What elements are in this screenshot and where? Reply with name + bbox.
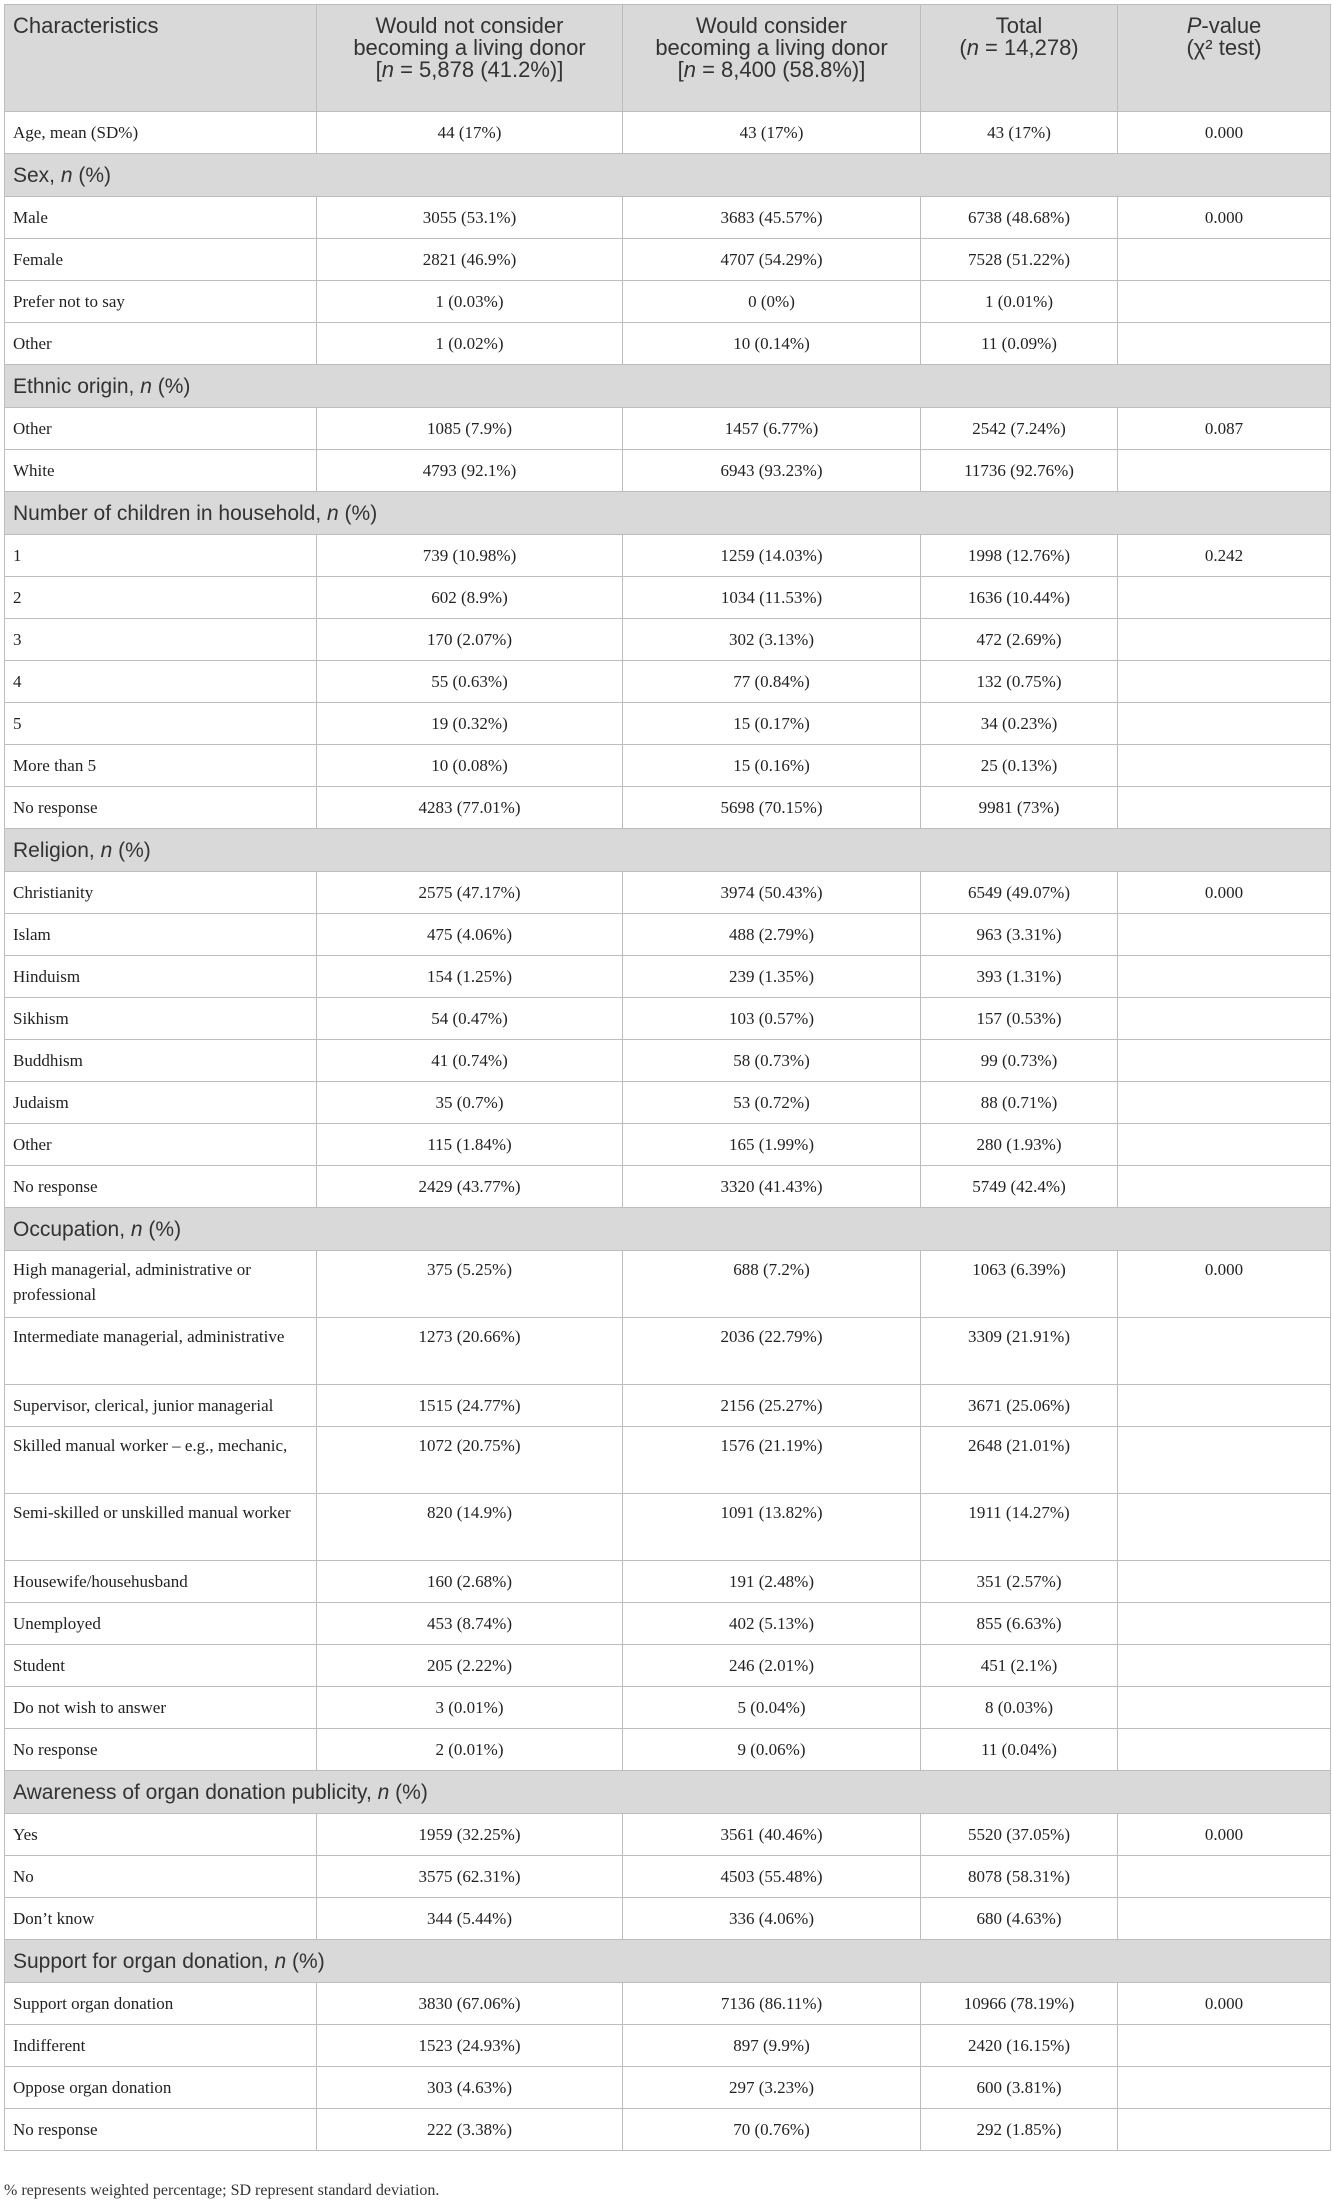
total-cell: 351 (2.57%) (921, 1561, 1118, 1603)
table-row (5, 2025, 1331, 2067)
would-not-consider-cell: 2 (0.01%) (317, 1729, 623, 1771)
section-header-row (5, 1771, 1331, 1814)
header-line: becoming a living donor (353, 35, 586, 60)
would-not-consider-cell: 154 (1.25%) (317, 956, 623, 998)
p-value-cell: 0.000 (1118, 872, 1331, 914)
would-consider-cell: 2156 (25.27%) (623, 1385, 921, 1427)
table-row (5, 281, 1331, 323)
would-not-consider-cell: 2575 (47.17%) (317, 872, 623, 914)
row-label: Age, mean (SD%) (5, 112, 317, 154)
row-label: Intermediate managerial, administrative (5, 1318, 317, 1385)
total-cell: 600 (3.81%) (921, 2067, 1118, 2109)
table-row (5, 1385, 1331, 1427)
table-row (5, 408, 1331, 450)
would-consider-cell: 165 (1.99%) (623, 1124, 921, 1166)
would-consider-cell: 4503 (55.48%) (623, 1856, 921, 1898)
table-row (5, 1898, 1331, 1940)
would-consider-cell: 103 (0.57%) (623, 998, 921, 1040)
would-consider-cell: 5 (0.04%) (623, 1687, 921, 1729)
row-label: Female (5, 239, 317, 281)
row-label: 2 (5, 577, 317, 619)
table-row (5, 914, 1331, 956)
p-value-cell (1118, 1856, 1331, 1898)
table-row (5, 956, 1331, 998)
characteristics-table (4, 4, 1331, 2151)
table-row (5, 872, 1331, 914)
would-not-consider-cell: 3 (0.01%) (317, 1687, 623, 1729)
p-value-cell (1118, 956, 1331, 998)
p-value-cell (1118, 1494, 1331, 1561)
p-value-cell (1118, 1898, 1331, 1940)
row-label: Oppose organ donation (5, 2067, 317, 2109)
header-line: [n = 5,878 (41.2%)] (375, 57, 564, 82)
would-consider-cell: 1091 (13.82%) (623, 1494, 921, 1561)
would-not-consider-cell: 10 (0.08%) (317, 745, 623, 787)
row-label: Christianity (5, 872, 317, 914)
p-value-cell: 0.242 (1118, 535, 1331, 577)
table-row (5, 1124, 1331, 1166)
total-cell: 1063 (6.39%) (921, 1251, 1118, 1318)
total-cell: 8078 (58.31%) (921, 1856, 1118, 1898)
p-value-cell (1118, 998, 1331, 1040)
row-label: No response (5, 1729, 317, 1771)
row-label: Supervisor, clerical, junior managerial (5, 1385, 317, 1427)
row-label: White (5, 450, 317, 492)
p-value-cell (1118, 1166, 1331, 1208)
table-row (5, 619, 1331, 661)
row-label: Hinduism (5, 956, 317, 998)
row-label: 1 (5, 535, 317, 577)
header-line: becoming a living donor (655, 35, 888, 60)
total-cell: 3309 (21.91%) (921, 1318, 1118, 1385)
row-label: Other (5, 408, 317, 450)
would-not-consider-cell: 820 (14.9%) (317, 1494, 623, 1561)
p-value-cell (1118, 619, 1331, 661)
row-label: Indifferent (5, 2025, 317, 2067)
row-label: 4 (5, 661, 317, 703)
header-characteristics (5, 5, 317, 112)
total-cell: 157 (0.53%) (921, 998, 1118, 1040)
table-row (5, 1729, 1331, 1771)
header-line: [n = 8,400 (58.8%)] (677, 57, 866, 82)
table-row (5, 745, 1331, 787)
would-consider-cell: 2036 (22.79%) (623, 1318, 921, 1385)
section-header-row (5, 154, 1331, 197)
p-value-cell: 0.087 (1118, 408, 1331, 450)
would-consider-cell: 7136 (86.11%) (623, 1983, 921, 2025)
header-line: Would not consider (375, 13, 564, 38)
section-header-row (5, 829, 1331, 872)
section-title: Religion, n (%) (5, 829, 1331, 872)
would-not-consider-cell: 205 (2.22%) (317, 1645, 623, 1687)
total-cell: 5520 (37.05%) (921, 1814, 1118, 1856)
would-not-consider-cell: 170 (2.07%) (317, 619, 623, 661)
total-cell: 1636 (10.44%) (921, 577, 1118, 619)
total-cell: 1998 (12.76%) (921, 535, 1118, 577)
would-consider-cell: 1034 (11.53%) (623, 577, 921, 619)
row-label: Male (5, 197, 317, 239)
would-consider-cell: 77 (0.84%) (623, 661, 921, 703)
total-cell: 88 (0.71%) (921, 1082, 1118, 1124)
p-value-cell: 0.000 (1118, 1814, 1331, 1856)
would-consider-cell: 302 (3.13%) (623, 619, 921, 661)
row-label: Prefer not to say (5, 281, 317, 323)
section-title: Sex, n (%) (5, 154, 1331, 197)
section-header-row (5, 1208, 1331, 1251)
total-cell: 1 (0.01%) (921, 281, 1118, 323)
would-not-consider-cell: 19 (0.32%) (317, 703, 623, 745)
total-cell: 11 (0.09%) (921, 323, 1118, 365)
header-line: (χ² test) (1186, 35, 1262, 60)
row-label: Student (5, 1645, 317, 1687)
row-label: Unemployed (5, 1603, 317, 1645)
would-consider-cell: 3683 (45.57%) (623, 197, 921, 239)
would-not-consider-cell: 1515 (24.77%) (317, 1385, 623, 1427)
total-cell: 11 (0.04%) (921, 1729, 1118, 1771)
header-line: P-value (1186, 13, 1262, 38)
p-value-cell (1118, 703, 1331, 745)
section-title: Awareness of organ donation publicity, n (%) (5, 1771, 1331, 1814)
total-cell: 451 (2.1%) (921, 1645, 1118, 1687)
total-cell: 2420 (16.15%) (921, 2025, 1118, 2067)
total-cell: 855 (6.63%) (921, 1603, 1118, 1645)
row-label: Judaism (5, 1082, 317, 1124)
would-not-consider-cell: 1959 (32.25%) (317, 1814, 623, 1856)
total-cell: 5749 (42.4%) (921, 1166, 1118, 1208)
table-row (5, 1814, 1331, 1856)
would-not-consider-cell: 222 (3.38%) (317, 2109, 623, 2151)
row-label: Buddhism (5, 1040, 317, 1082)
total-cell: 6738 (48.68%) (921, 197, 1118, 239)
would-not-consider-cell: 375 (5.25%) (317, 1251, 623, 1318)
p-value-cell (1118, 1124, 1331, 1166)
p-value-cell (1118, 661, 1331, 703)
row-label: No response (5, 1166, 317, 1208)
would-not-consider-cell: 2821 (46.9%) (317, 239, 623, 281)
table-body (5, 112, 1331, 2151)
would-consider-cell: 897 (9.9%) (623, 2025, 921, 2067)
would-consider-cell: 1259 (14.03%) (623, 535, 921, 577)
would-consider-cell: 43 (17%) (623, 112, 921, 154)
total-cell: 10966 (78.19%) (921, 1983, 1118, 2025)
would-not-consider-cell: 344 (5.44%) (317, 1898, 623, 1940)
would-consider-cell: 9 (0.06%) (623, 1729, 921, 1771)
total-cell: 2542 (7.24%) (921, 408, 1118, 450)
table-header (5, 5, 1331, 112)
row-label: High managerial, administrative or professional (5, 1251, 317, 1318)
table-row (5, 1427, 1331, 1494)
would-consider-cell: 53 (0.72%) (623, 1082, 921, 1124)
would-consider-cell: 336 (4.06%) (623, 1898, 921, 1940)
table-row (5, 1318, 1331, 1385)
would-consider-cell: 15 (0.16%) (623, 745, 921, 787)
p-value-cell (1118, 1082, 1331, 1124)
table-row (5, 1983, 1331, 2025)
table-row (5, 1687, 1331, 1729)
header-line: Would consider (695, 13, 848, 38)
would-not-consider-cell: 739 (10.98%) (317, 535, 623, 577)
would-consider-cell: 3320 (41.43%) (623, 1166, 921, 1208)
p-value-cell (1118, 1040, 1331, 1082)
would-consider-cell: 239 (1.35%) (623, 956, 921, 998)
section-header-row (5, 492, 1331, 535)
row-label: Skilled manual worker – e.g., mechanic, (5, 1427, 317, 1494)
would-not-consider-cell: 3055 (53.1%) (317, 197, 623, 239)
table-row (5, 1856, 1331, 1898)
would-not-consider-cell: 4793 (92.1%) (317, 450, 623, 492)
would-not-consider-cell: 41 (0.74%) (317, 1040, 623, 1082)
would-not-consider-cell: 1072 (20.75%) (317, 1427, 623, 1494)
table-row (5, 112, 1331, 154)
would-not-consider-cell: 54 (0.47%) (317, 998, 623, 1040)
total-cell: 1911 (14.27%) (921, 1494, 1118, 1561)
p-value-cell (1118, 450, 1331, 492)
would-not-consider-cell: 303 (4.63%) (317, 2067, 623, 2109)
p-value-cell: 0.000 (1118, 1983, 1331, 2025)
row-label: 3 (5, 619, 317, 661)
table-row (5, 197, 1331, 239)
table-row (5, 1040, 1331, 1082)
p-value-cell (1118, 1561, 1331, 1603)
row-label: Other (5, 323, 317, 365)
would-not-consider-cell: 44 (17%) (317, 112, 623, 154)
table-row (5, 239, 1331, 281)
would-not-consider-cell: 475 (4.06%) (317, 914, 623, 956)
table-row (5, 1494, 1331, 1561)
row-label: Don’t know (5, 1898, 317, 1940)
p-value-cell (1118, 1603, 1331, 1645)
total-cell: 132 (0.75%) (921, 661, 1118, 703)
section-title: Ethnic origin, n (%) (5, 365, 1331, 408)
p-value-cell (1118, 914, 1331, 956)
total-cell: 43 (17%) (921, 112, 1118, 154)
total-cell: 7528 (51.22%) (921, 239, 1118, 281)
table-row (5, 323, 1331, 365)
p-value-cell (1118, 2109, 1331, 2151)
would-consider-cell: 6943 (93.23%) (623, 450, 921, 492)
would-consider-cell: 297 (3.23%) (623, 2067, 921, 2109)
total-cell: 99 (0.73%) (921, 1040, 1118, 1082)
p-value-cell: 0.000 (1118, 1251, 1331, 1318)
would-consider-cell: 5698 (70.15%) (623, 787, 921, 829)
table-row (5, 1251, 1331, 1318)
row-label: Housewife/househusband (5, 1561, 317, 1603)
p-value-cell (1118, 577, 1331, 619)
characteristics-table-container (4, 4, 1330, 2151)
p-value-cell (1118, 239, 1331, 281)
would-not-consider-cell: 55 (0.63%) (317, 661, 623, 703)
would-consider-cell: 58 (0.73%) (623, 1040, 921, 1082)
would-not-consider-cell: 3575 (62.31%) (317, 1856, 623, 1898)
header-total (921, 5, 1118, 112)
row-label: Semi-skilled or unskilled manual worker (5, 1494, 317, 1561)
total-cell: 8 (0.03%) (921, 1687, 1118, 1729)
table-row (5, 577, 1331, 619)
header-would-consider (623, 5, 921, 112)
header-line: Total (995, 13, 1043, 38)
total-cell: 393 (1.31%) (921, 956, 1118, 998)
table-row (5, 1082, 1331, 1124)
row-label: No response (5, 2109, 317, 2151)
row-label: Do not wish to answer (5, 1687, 317, 1729)
total-cell: 680 (4.63%) (921, 1898, 1118, 1940)
table-footnote: % represents weighted percentage; SD represent standard deviation. (4, 2182, 440, 2199)
p-value-cell (1118, 1385, 1331, 1427)
total-cell: 963 (3.31%) (921, 914, 1118, 956)
table-row (5, 1561, 1331, 1603)
p-value-cell (1118, 1318, 1331, 1385)
total-cell: 280 (1.93%) (921, 1124, 1118, 1166)
table-row (5, 535, 1331, 577)
would-not-consider-cell: 35 (0.7%) (317, 1082, 623, 1124)
would-consider-cell: 1576 (21.19%) (623, 1427, 921, 1494)
table-row (5, 2109, 1331, 2151)
p-value-cell (1118, 281, 1331, 323)
p-value-cell (1118, 1427, 1331, 1494)
header-line: Characteristics (13, 13, 159, 38)
row-label: Other (5, 1124, 317, 1166)
would-consider-cell: 1457 (6.77%) (623, 408, 921, 450)
table-row (5, 450, 1331, 492)
p-value-cell (1118, 1729, 1331, 1771)
would-not-consider-cell: 1273 (20.66%) (317, 1318, 623, 1385)
section-header-row (5, 365, 1331, 408)
would-not-consider-cell: 1085 (7.9%) (317, 408, 623, 450)
would-consider-cell: 402 (5.13%) (623, 1603, 921, 1645)
would-not-consider-cell: 602 (8.9%) (317, 577, 623, 619)
p-value-cell: 0.000 (1118, 112, 1331, 154)
table-row (5, 1645, 1331, 1687)
section-title: Occupation, n (%) (5, 1208, 1331, 1251)
would-not-consider-cell: 1 (0.03%) (317, 281, 623, 323)
p-value-cell (1118, 2025, 1331, 2067)
would-consider-cell: 488 (2.79%) (623, 914, 921, 956)
row-label: More than 5 (5, 745, 317, 787)
table-row (5, 703, 1331, 745)
would-consider-cell: 3974 (50.43%) (623, 872, 921, 914)
would-not-consider-cell: 3830 (67.06%) (317, 1983, 623, 2025)
would-consider-cell: 3561 (40.46%) (623, 1814, 921, 1856)
total-cell: 6549 (49.07%) (921, 872, 1118, 914)
would-consider-cell: 70 (0.76%) (623, 2109, 921, 2151)
total-cell: 292 (1.85%) (921, 2109, 1118, 2151)
would-consider-cell: 688 (7.2%) (623, 1251, 921, 1318)
would-not-consider-cell: 4283 (77.01%) (317, 787, 623, 829)
total-cell: 9981 (73%) (921, 787, 1118, 829)
header-line: (n = 14,278) (959, 35, 1079, 60)
would-consider-cell: 0 (0%) (623, 281, 921, 323)
total-cell: 2648 (21.01%) (921, 1427, 1118, 1494)
table-row (5, 1166, 1331, 1208)
row-label: No (5, 1856, 317, 1898)
table-row (5, 998, 1331, 1040)
would-not-consider-cell: 2429 (43.77%) (317, 1166, 623, 1208)
header-p-value (1118, 5, 1331, 112)
would-consider-cell: 4707 (54.29%) (623, 239, 921, 281)
section-header-row (5, 1940, 1331, 1983)
would-not-consider-cell: 453 (8.74%) (317, 1603, 623, 1645)
row-label: Yes (5, 1814, 317, 1856)
total-cell: 11736 (92.76%) (921, 450, 1118, 492)
row-label: Sikhism (5, 998, 317, 1040)
would-not-consider-cell: 115 (1.84%) (317, 1124, 623, 1166)
table-row (5, 787, 1331, 829)
header-row (5, 5, 1331, 112)
total-cell: 472 (2.69%) (921, 619, 1118, 661)
total-cell: 34 (0.23%) (921, 703, 1118, 745)
would-not-consider-cell: 160 (2.68%) (317, 1561, 623, 1603)
p-value-cell (1118, 323, 1331, 365)
table-row (5, 2067, 1331, 2109)
would-not-consider-cell: 1523 (24.93%) (317, 2025, 623, 2067)
section-title: Number of children in household, n (%) (5, 492, 1331, 535)
p-value-cell (1118, 787, 1331, 829)
p-value-cell: 0.000 (1118, 197, 1331, 239)
header-would-not-consider (317, 5, 623, 112)
would-consider-cell: 15 (0.17%) (623, 703, 921, 745)
row-label: No response (5, 787, 317, 829)
table-row (5, 661, 1331, 703)
section-title: Support for organ donation, n (%) (5, 1940, 1331, 1983)
total-cell: 3671 (25.06%) (921, 1385, 1118, 1427)
row-label: Support organ donation (5, 1983, 317, 2025)
total-cell: 25 (0.13%) (921, 745, 1118, 787)
p-value-cell (1118, 1645, 1331, 1687)
would-consider-cell: 10 (0.14%) (623, 323, 921, 365)
would-not-consider-cell: 1 (0.02%) (317, 323, 623, 365)
p-value-cell (1118, 2067, 1331, 2109)
would-consider-cell: 191 (2.48%) (623, 1561, 921, 1603)
row-label: 5 (5, 703, 317, 745)
p-value-cell (1118, 745, 1331, 787)
row-label: Islam (5, 914, 317, 956)
table-row (5, 1603, 1331, 1645)
p-value-cell (1118, 1687, 1331, 1729)
would-consider-cell: 246 (2.01%) (623, 1645, 921, 1687)
